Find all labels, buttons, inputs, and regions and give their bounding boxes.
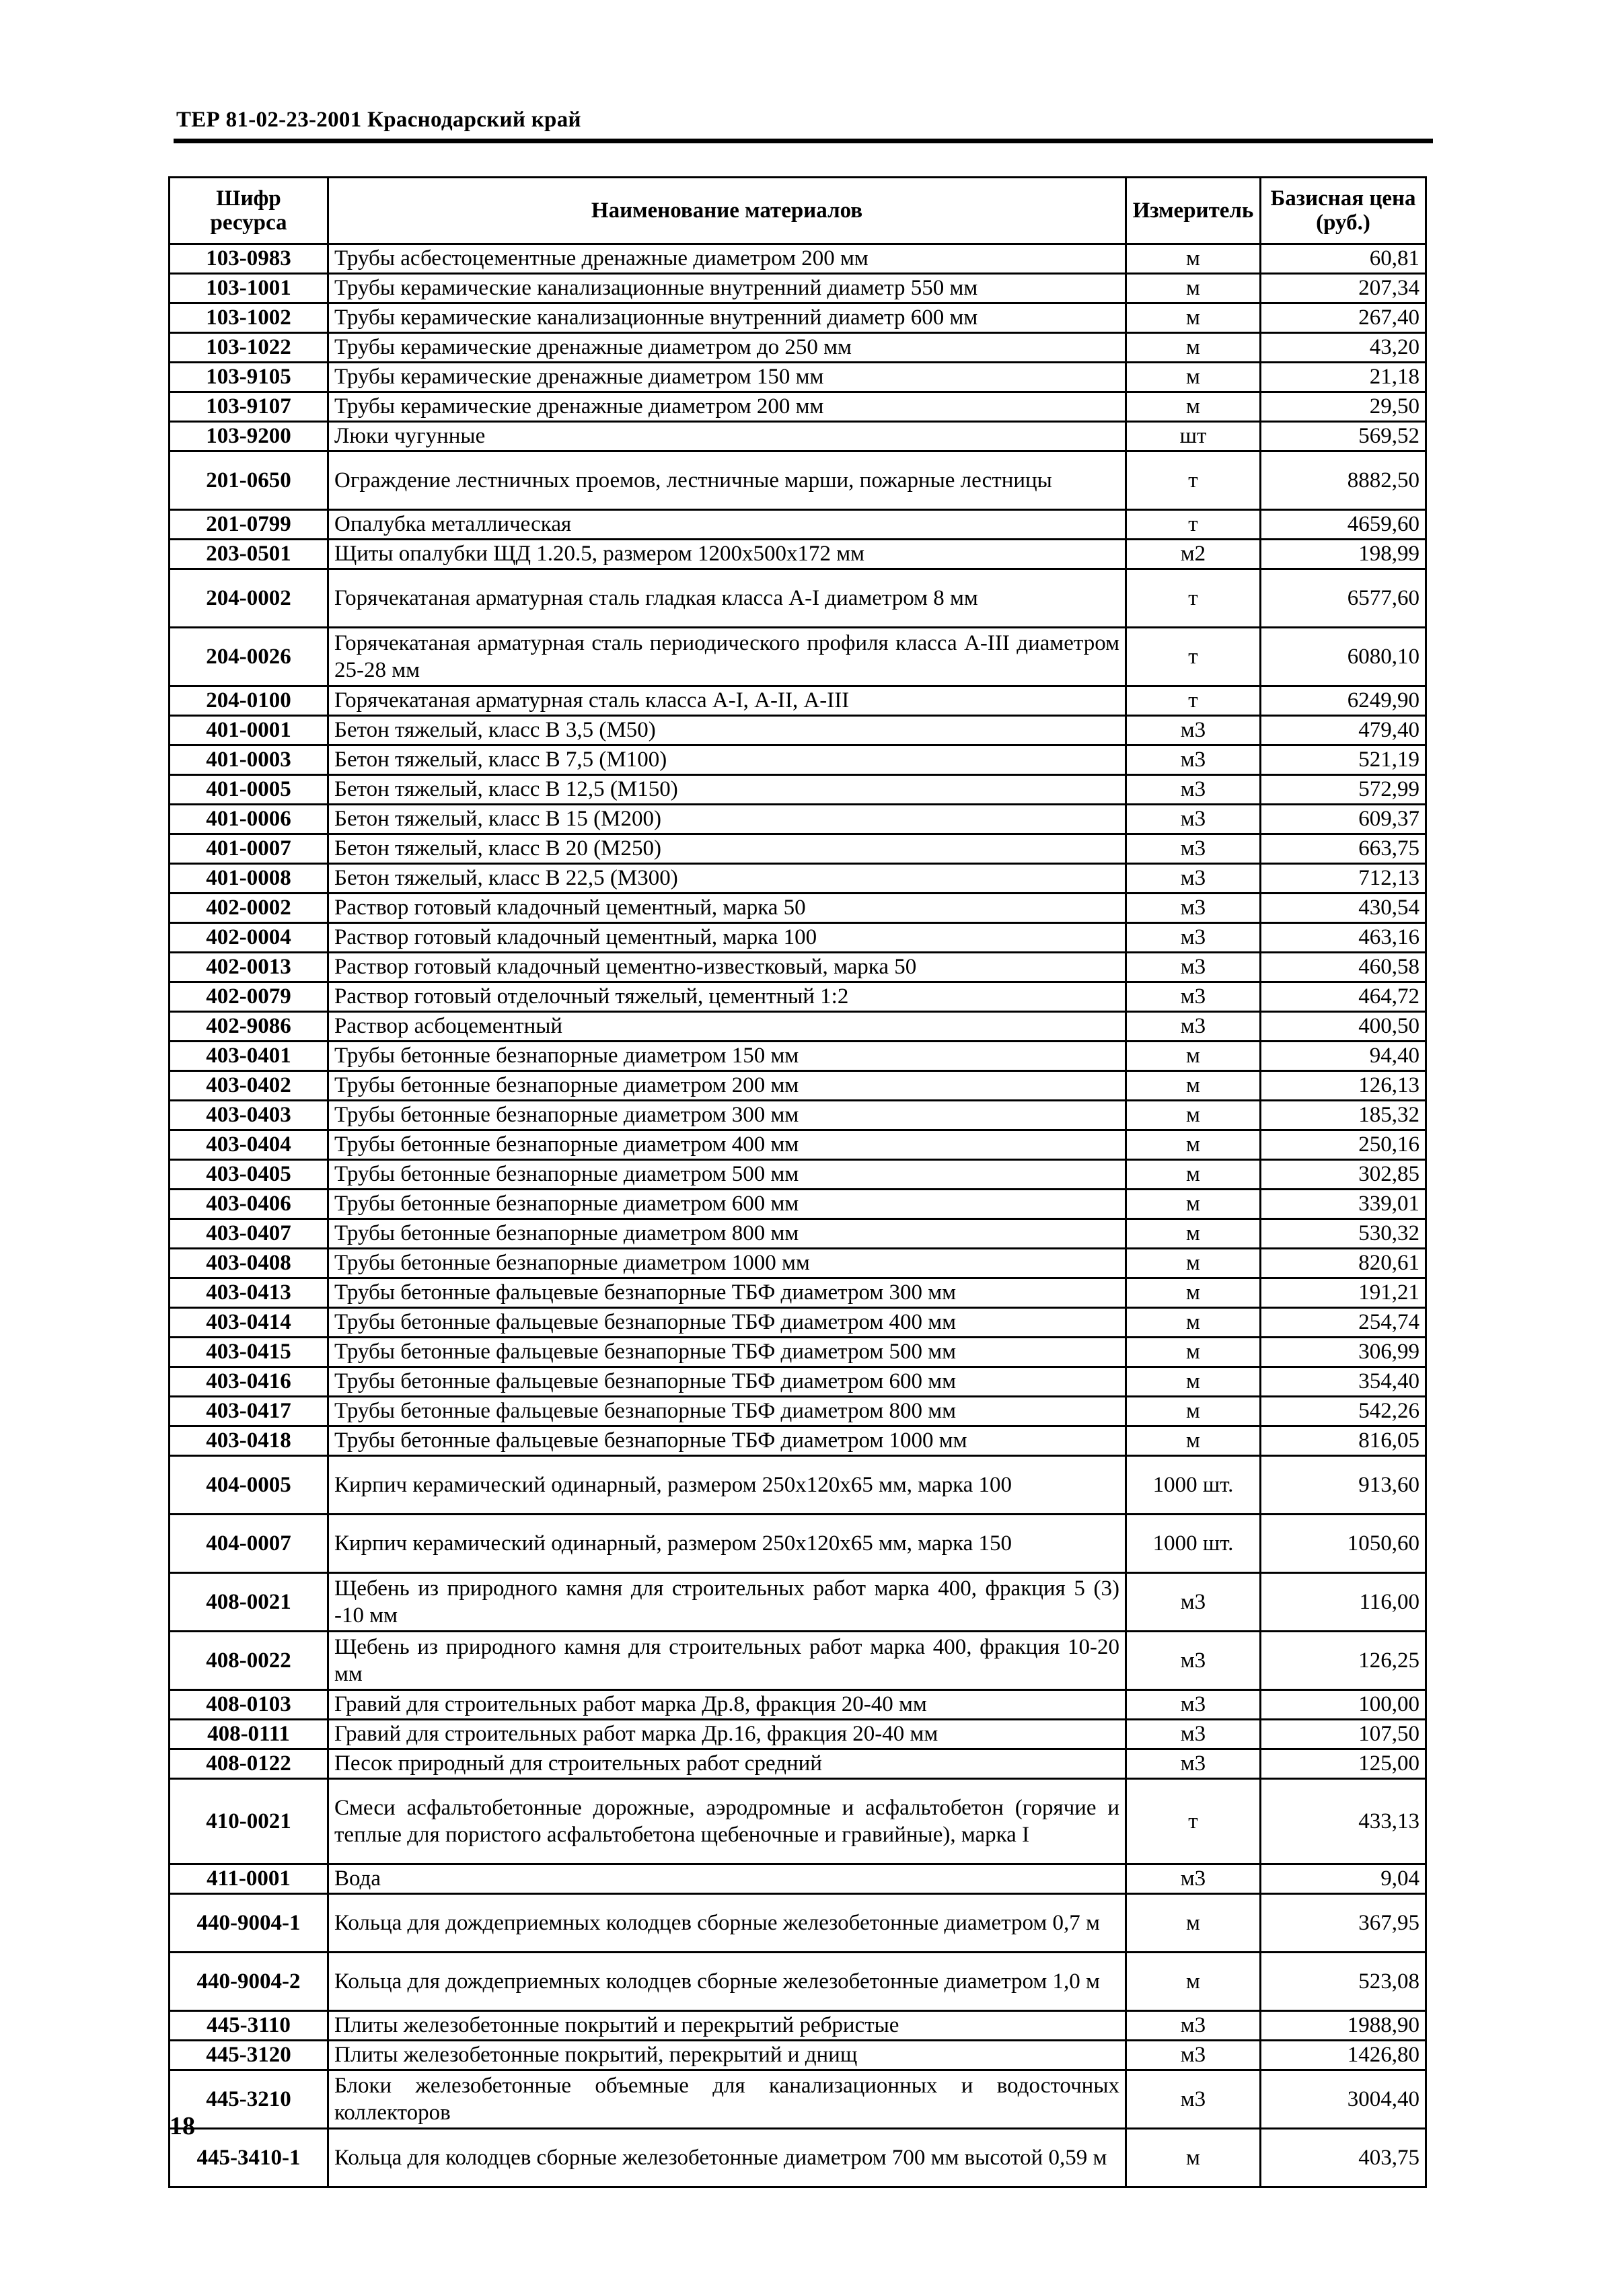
material-name-cell: Трубы бетонные фальцевые безнапорные ТБФ диаметром 800 мм	[328, 1397, 1126, 1426]
resource-code-cell: 402-0002	[170, 894, 328, 923]
table-row	[170, 1308, 1426, 1338]
table-row	[170, 1130, 1426, 1160]
base-price-cell: 430,54	[1261, 894, 1426, 923]
table-row	[170, 745, 1426, 775]
unit-cell: м3	[1126, 1749, 1261, 1779]
base-price-cell: 530,32	[1261, 1219, 1426, 1249]
material-name-cell: Горячекатаная арматурная сталь периодического профиля класса А-III диаметром 25-28 мм	[328, 628, 1126, 686]
material-name-cell: Трубы керамические дренажные диаметром до 250 мм	[328, 333, 1126, 363]
unit-cell: м	[1126, 1278, 1261, 1308]
resource-code-cell: 403-0404	[170, 1130, 328, 1160]
page-header	[174, 106, 1433, 143]
resource-code-cell: 440-9004-1	[170, 1894, 328, 1953]
material-name-cell: Раствор готовый отделочный тяжелый, цементный 1:2	[328, 982, 1126, 1012]
unit-cell: т	[1126, 510, 1261, 540]
table-row	[170, 392, 1426, 422]
resource-code-cell: 103-9107	[170, 392, 328, 422]
table-row	[170, 1953, 1426, 2011]
resource-code-cell: 103-0983	[170, 244, 328, 274]
base-price-cell: 913,60	[1261, 1456, 1426, 1515]
table-row	[170, 303, 1426, 333]
resource-code-cell: 402-0004	[170, 923, 328, 953]
base-price-cell: 569,52	[1261, 422, 1426, 451]
base-price-cell: 6080,10	[1261, 628, 1426, 686]
unit-cell: м	[1126, 1071, 1261, 1101]
resource-code-cell: 403-0406	[170, 1190, 328, 1219]
table-row	[170, 1690, 1426, 1720]
base-price-cell: 185,32	[1261, 1101, 1426, 1130]
material-name-cell: Смеси асфальтобетонные дорожные, аэродромные и асфальтобетон (горячие и теплые для пористого асфальтобетона щебеночные и гравийные), марка I	[328, 1779, 1126, 1864]
material-name-cell: Трубы бетонные безнапорные диаметром 800 мм	[328, 1219, 1126, 1249]
unit-cell: м3	[1126, 834, 1261, 864]
material-name-cell: Гравий для строительных работ марка Др.16, фракция 20-40 мм	[328, 1720, 1126, 1749]
base-price-cell: 403,75	[1261, 2129, 1426, 2187]
resource-code-cell: 403-0401	[170, 1042, 328, 1071]
material-name-cell: Трубы керамические дренажные диаметром 150 мм	[328, 363, 1126, 392]
base-price-cell: 521,19	[1261, 745, 1426, 775]
base-price-cell: 1050,60	[1261, 1515, 1426, 1573]
unit-cell: м	[1126, 1249, 1261, 1278]
unit-cell: м3	[1126, 805, 1261, 834]
resource-code-cell: 404-0007	[170, 1515, 328, 1573]
resource-code-cell: 403-0416	[170, 1367, 328, 1397]
resource-code-cell: 402-9086	[170, 1012, 328, 1042]
resource-code-cell: 408-0021	[170, 1573, 328, 1632]
table-row	[170, 775, 1426, 805]
base-price-cell: 60,81	[1261, 244, 1426, 274]
material-name-cell: Блоки железобетонные объемные для канализационных и водосточных коллекторов	[328, 2070, 1126, 2129]
base-price-cell: 1988,90	[1261, 2011, 1426, 2041]
resource-code-cell: 402-0079	[170, 982, 328, 1012]
resource-code-cell: 401-0008	[170, 864, 328, 894]
resource-code-cell: 201-0799	[170, 510, 328, 540]
resource-code-cell: 103-1022	[170, 333, 328, 363]
base-price-cell: 523,08	[1261, 1953, 1426, 2011]
resource-code-cell: 401-0001	[170, 716, 328, 745]
base-price-cell: 6249,90	[1261, 686, 1426, 716]
resource-code-cell: 403-0414	[170, 1308, 328, 1338]
unit-cell: м	[1126, 363, 1261, 392]
table-row	[170, 1101, 1426, 1130]
column-header-code: Шифр ресурса	[170, 178, 328, 244]
base-price-cell: 107,50	[1261, 1720, 1426, 1749]
resource-code-cell: 403-0417	[170, 1397, 328, 1426]
unit-cell: т	[1126, 569, 1261, 628]
material-name-cell: Щиты опалубки ЩД 1.20.5, размером 1200х500х172 мм	[328, 540, 1126, 569]
unit-cell: м3	[1126, 2011, 1261, 2041]
table-row	[170, 1160, 1426, 1190]
resource-code-cell: 103-9105	[170, 363, 328, 392]
table-row	[170, 716, 1426, 745]
resource-code-cell: 445-3210	[170, 2070, 328, 2129]
base-price-cell: 207,34	[1261, 274, 1426, 303]
table-row	[170, 982, 1426, 1012]
unit-cell: м	[1126, 274, 1261, 303]
base-price-cell: 572,99	[1261, 775, 1426, 805]
unit-cell: м	[1126, 1190, 1261, 1219]
base-price-cell: 100,00	[1261, 1690, 1426, 1720]
unit-cell: м	[1126, 1308, 1261, 1338]
material-name-cell: Трубы бетонные фальцевые безнапорные ТБФ диаметром 500 мм	[328, 1338, 1126, 1367]
table-row	[170, 2070, 1426, 2129]
base-price-cell: 464,72	[1261, 982, 1426, 1012]
table-row	[170, 1573, 1426, 1632]
table-row	[170, 1779, 1426, 1864]
base-price-cell: 250,16	[1261, 1130, 1426, 1160]
unit-cell: м3	[1126, 1720, 1261, 1749]
material-name-cell: Трубы бетонные безнапорные диаметром 500 мм	[328, 1160, 1126, 1190]
table-row	[170, 1338, 1426, 1367]
base-price-cell: 433,13	[1261, 1779, 1426, 1864]
material-name-cell: Плиты железобетонные покрытий, перекрытий и днищ	[328, 2041, 1126, 2070]
unit-cell: м3	[1126, 745, 1261, 775]
unit-cell: шт	[1126, 422, 1261, 451]
unit-cell: т	[1126, 686, 1261, 716]
base-price-cell: 542,26	[1261, 1397, 1426, 1426]
material-name-cell: Бетон тяжелый, класс В 22,5 (М300)	[328, 864, 1126, 894]
unit-cell: м3	[1126, 1864, 1261, 1894]
material-name-cell: Трубы бетонные фальцевые безнапорные ТБФ диаметром 600 мм	[328, 1367, 1126, 1397]
material-name-cell: Щебень из природного камня для строительных работ марка 400, фракция 5 (3) -10 мм	[328, 1573, 1126, 1632]
base-price-cell: 479,40	[1261, 716, 1426, 745]
base-price-cell: 712,13	[1261, 864, 1426, 894]
resource-code-cell: 103-1002	[170, 303, 328, 333]
resource-code-cell: 445-3120	[170, 2041, 328, 2070]
material-name-cell: Ограждение лестничных проемов, лестничные марши, пожарные лестницы	[328, 451, 1126, 510]
table-row	[170, 1012, 1426, 1042]
table-row	[170, 540, 1426, 569]
material-name-cell: Горячекатаная арматурная сталь гладкая класса А-I диаметром 8 мм	[328, 569, 1126, 628]
material-name-cell: Раствор готовый кладочный цементный, марка 100	[328, 923, 1126, 953]
unit-cell: м3	[1126, 953, 1261, 982]
unit-cell: м	[1126, 1160, 1261, 1190]
resource-code-cell: 103-1001	[170, 274, 328, 303]
material-name-cell: Кирпич керамический одинарный, размером 250х120х65 мм, марка 150	[328, 1515, 1126, 1573]
unit-cell: м3	[1126, 1632, 1261, 1690]
material-name-cell: Бетон тяжелый, класс В 3,5 (М50)	[328, 716, 1126, 745]
material-name-cell: Трубы бетонные безнапорные диаметром 150 мм	[328, 1042, 1126, 1071]
base-price-cell: 367,95	[1261, 1894, 1426, 1953]
base-price-cell: 29,50	[1261, 392, 1426, 422]
material-name-cell: Трубы бетонные безнапорные диаметром 600 мм	[328, 1190, 1126, 1219]
table-body	[170, 244, 1426, 2187]
base-price-cell: 94,40	[1261, 1042, 1426, 1071]
table-row	[170, 2129, 1426, 2187]
resource-code-cell: 403-0402	[170, 1071, 328, 1101]
unit-cell: т	[1126, 628, 1261, 686]
unit-cell: м3	[1126, 1012, 1261, 1042]
resource-code-cell: 408-0103	[170, 1690, 328, 1720]
table-row	[170, 1042, 1426, 1071]
material-name-cell: Трубы керамические канализационные внутренний диаметр 600 мм	[328, 303, 1126, 333]
material-name-cell: Трубы бетонные безнапорные диаметром 400 мм	[328, 1130, 1126, 1160]
table-row	[170, 686, 1426, 716]
base-price-cell: 3004,40	[1261, 2070, 1426, 2129]
base-price-cell: 21,18	[1261, 363, 1426, 392]
base-price-cell: 354,40	[1261, 1367, 1426, 1397]
resource-code-cell: 103-9200	[170, 422, 328, 451]
table-row	[170, 274, 1426, 303]
material-name-cell: Бетон тяжелый, класс В 20 (М250)	[328, 834, 1126, 864]
resource-code-cell: 411-0001	[170, 1864, 328, 1894]
unit-cell: м	[1126, 244, 1261, 274]
material-name-cell: Вода	[328, 1864, 1126, 1894]
table-row	[170, 1894, 1426, 1953]
resource-code-cell: 404-0005	[170, 1456, 328, 1515]
document-title: ТЕР 81-02-23-2001 Краснодарский край	[176, 108, 581, 132]
base-price-cell: 400,50	[1261, 1012, 1426, 1042]
table-row	[170, 2041, 1426, 2070]
unit-cell: м	[1126, 1953, 1261, 2011]
table-row	[170, 451, 1426, 510]
unit-cell: м3	[1126, 864, 1261, 894]
unit-cell: м	[1126, 1101, 1261, 1130]
unit-cell: м3	[1126, 1573, 1261, 1632]
base-price-cell: 267,40	[1261, 303, 1426, 333]
base-price-cell: 609,37	[1261, 805, 1426, 834]
base-price-cell: 126,25	[1261, 1632, 1426, 1690]
resource-code-cell: 403-0407	[170, 1219, 328, 1249]
unit-cell: 1000 шт.	[1126, 1456, 1261, 1515]
base-price-cell: 8882,50	[1261, 451, 1426, 510]
resource-code-cell: 401-0003	[170, 745, 328, 775]
table-header-row	[170, 178, 1426, 244]
unit-cell: 1000 шт.	[1126, 1515, 1261, 1573]
material-name-cell: Раствор асбоцементный	[328, 1012, 1126, 1042]
material-name-cell: Кольца для дождеприемных колодцев сборные железобетонные диаметром 0,7 м	[328, 1894, 1126, 1953]
table-row	[170, 2011, 1426, 2041]
table-row	[170, 1367, 1426, 1397]
unit-cell: м	[1126, 1397, 1261, 1426]
material-name-cell: Раствор готовый кладочный цементный, марка 50	[328, 894, 1126, 923]
table-row	[170, 1864, 1426, 1894]
resource-code-cell: 401-0005	[170, 775, 328, 805]
material-name-cell: Бетон тяжелый, класс В 15 (М200)	[328, 805, 1126, 834]
unit-cell: м	[1126, 392, 1261, 422]
column-header-price: Базисная цена (руб.)	[1261, 178, 1426, 244]
unit-cell: м3	[1126, 2070, 1261, 2129]
material-name-cell: Трубы бетонные безнапорные диаметром 300 мм	[328, 1101, 1126, 1130]
table-row	[170, 1632, 1426, 1690]
table-row	[170, 1515, 1426, 1573]
unit-cell: м3	[1126, 894, 1261, 923]
materials-table-container	[168, 176, 1425, 2188]
base-price-cell: 191,21	[1261, 1278, 1426, 1308]
page-number: 18	[170, 2112, 195, 2140]
material-name-cell: Трубы бетонные фальцевые безнапорные ТБФ диаметром 400 мм	[328, 1308, 1126, 1338]
material-name-cell: Бетон тяжелый, класс В 7,5 (М100)	[328, 745, 1126, 775]
table-row	[170, 363, 1426, 392]
unit-cell: м2	[1126, 540, 1261, 569]
table-row	[170, 1426, 1426, 1456]
resource-code-cell: 445-3410-1	[170, 2129, 328, 2187]
base-price-cell: 306,99	[1261, 1338, 1426, 1367]
table-row	[170, 1456, 1426, 1515]
resource-code-cell: 403-0408	[170, 1249, 328, 1278]
base-price-cell: 460,58	[1261, 953, 1426, 982]
table-row	[170, 953, 1426, 982]
unit-cell: м3	[1126, 775, 1261, 805]
material-name-cell: Трубы асбестоцементные дренажные диаметром 200 мм	[328, 244, 1126, 274]
base-price-cell: 463,16	[1261, 923, 1426, 953]
table-row	[170, 422, 1426, 451]
resource-code-cell: 401-0007	[170, 834, 328, 864]
material-name-cell: Трубы керамические канализационные внутренний диаметр 550 мм	[328, 274, 1126, 303]
resource-code-cell: 445-3110	[170, 2011, 328, 2041]
material-name-cell: Трубы бетонные безнапорные диаметром 200 мм	[328, 1071, 1126, 1101]
unit-cell: м3	[1126, 982, 1261, 1012]
material-name-cell: Бетон тяжелый, класс В 12,5 (М150)	[328, 775, 1126, 805]
material-name-cell: Щебень из природного камня для строительных работ марка 400, фракция 10-20 мм	[328, 1632, 1126, 1690]
resource-code-cell: 403-0405	[170, 1160, 328, 1190]
table-row	[170, 805, 1426, 834]
table-row	[170, 244, 1426, 274]
unit-cell: м	[1126, 1042, 1261, 1071]
resource-code-cell: 203-0501	[170, 540, 328, 569]
unit-cell: м3	[1126, 716, 1261, 745]
table-row	[170, 510, 1426, 540]
resource-code-cell: 401-0006	[170, 805, 328, 834]
table-row	[170, 1190, 1426, 1219]
unit-cell: м3	[1126, 1690, 1261, 1720]
table-row	[170, 1397, 1426, 1426]
material-name-cell: Люки чугунные	[328, 422, 1126, 451]
unit-cell: м	[1126, 1219, 1261, 1249]
base-price-cell: 116,00	[1261, 1573, 1426, 1632]
base-price-cell: 816,05	[1261, 1426, 1426, 1456]
base-price-cell: 125,00	[1261, 1749, 1426, 1779]
base-price-cell: 9,04	[1261, 1864, 1426, 1894]
table-row	[170, 923, 1426, 953]
table-row	[170, 1219, 1426, 1249]
resource-code-cell: 204-0100	[170, 686, 328, 716]
resource-code-cell: 201-0650	[170, 451, 328, 510]
resource-code-cell: 408-0022	[170, 1632, 328, 1690]
material-name-cell: Трубы керамические дренажные диаметром 200 мм	[328, 392, 1126, 422]
table-row	[170, 1071, 1426, 1101]
resource-code-cell: 408-0122	[170, 1749, 328, 1779]
base-price-cell: 1426,80	[1261, 2041, 1426, 2070]
material-name-cell: Кирпич керамический одинарный, размером 250х120х65 мм, марка 100	[328, 1456, 1126, 1515]
resource-code-cell: 403-0415	[170, 1338, 328, 1367]
resource-code-cell: 408-0111	[170, 1720, 328, 1749]
material-name-cell: Песок природный для строительных работ средний	[328, 1749, 1126, 1779]
resource-code-cell: 204-0026	[170, 628, 328, 686]
base-price-cell: 126,13	[1261, 1071, 1426, 1101]
column-header-name: Наименование материалов	[328, 178, 1126, 244]
unit-cell: м	[1126, 333, 1261, 363]
material-name-cell: Опалубка металлическая	[328, 510, 1126, 540]
material-name-cell: Кольца для дождеприемных колодцев сборные железобетонные диаметром 1,0 м	[328, 1953, 1126, 2011]
unit-cell: м	[1126, 1367, 1261, 1397]
base-price-cell: 339,01	[1261, 1190, 1426, 1219]
material-name-cell: Гравий для строительных работ марка Др.8, фракция 20-40 мм	[328, 1690, 1126, 1720]
table-row	[170, 1278, 1426, 1308]
material-name-cell: Раствор готовый кладочный цементно-известковый, марка 50	[328, 953, 1126, 982]
material-name-cell: Трубы бетонные фальцевые безнапорные ТБФ диаметром 1000 мм	[328, 1426, 1126, 1456]
material-name-cell: Плиты железобетонные покрытий и перекрытий ребристые	[328, 2011, 1126, 2041]
table-row	[170, 628, 1426, 686]
unit-cell: м	[1126, 1894, 1261, 1953]
resource-code-cell: 410-0021	[170, 1779, 328, 1864]
base-price-cell: 4659,60	[1261, 510, 1426, 540]
base-price-cell: 302,85	[1261, 1160, 1426, 1190]
unit-cell: т	[1126, 1779, 1261, 1864]
table-row	[170, 333, 1426, 363]
resource-code-cell: 440-9004-2	[170, 1953, 328, 2011]
column-header-unit: Измеритель	[1126, 178, 1261, 244]
material-name-cell: Кольца для колодцев сборные железобетонные диаметром 700 мм высотой 0,59 м	[328, 2129, 1126, 2187]
material-name-cell: Трубы бетонные безнапорные диаметром 1000 мм	[328, 1249, 1126, 1278]
resource-code-cell: 204-0002	[170, 569, 328, 628]
table-row	[170, 834, 1426, 864]
table-row	[170, 1749, 1426, 1779]
unit-cell: м	[1126, 1130, 1261, 1160]
materials-price-table	[168, 176, 1427, 2188]
base-price-cell: 198,99	[1261, 540, 1426, 569]
unit-cell: м3	[1126, 923, 1261, 953]
resource-code-cell: 402-0013	[170, 953, 328, 982]
table-row	[170, 569, 1426, 628]
unit-cell: т	[1126, 451, 1261, 510]
base-price-cell: 820,61	[1261, 1249, 1426, 1278]
unit-cell: м	[1126, 1338, 1261, 1367]
table-row	[170, 894, 1426, 923]
resource-code-cell: 403-0413	[170, 1278, 328, 1308]
unit-cell: м	[1126, 303, 1261, 333]
base-price-cell: 254,74	[1261, 1308, 1426, 1338]
resource-code-cell: 403-0418	[170, 1426, 328, 1456]
resource-code-cell: 403-0403	[170, 1101, 328, 1130]
base-price-cell: 43,20	[1261, 333, 1426, 363]
base-price-cell: 663,75	[1261, 834, 1426, 864]
material-name-cell: Трубы бетонные фальцевые безнапорные ТБФ диаметром 300 мм	[328, 1278, 1126, 1308]
table-row	[170, 1249, 1426, 1278]
base-price-cell: 6577,60	[1261, 569, 1426, 628]
unit-cell: м3	[1126, 2041, 1261, 2070]
table-row	[170, 864, 1426, 894]
unit-cell: м	[1126, 2129, 1261, 2187]
material-name-cell: Горячекатаная арматурная сталь класса А-I, А-II, А-III	[328, 686, 1126, 716]
unit-cell: м	[1126, 1426, 1261, 1456]
table-row	[170, 1720, 1426, 1749]
